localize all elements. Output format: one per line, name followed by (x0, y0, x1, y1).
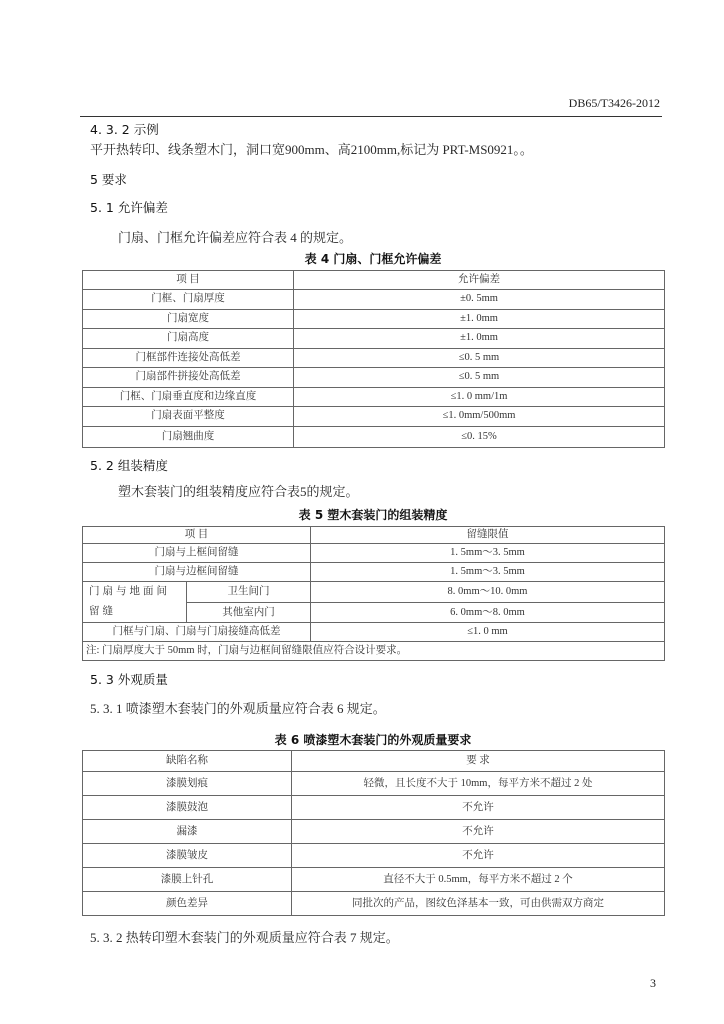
table-cell: 其他室内门 (187, 603, 311, 623)
table-header-row (83, 527, 665, 544)
table-cell: ≤1. 0mm/500mm (294, 407, 665, 427)
table-cell: 门框、门扇厚度 (83, 290, 294, 310)
page-number: 3 (650, 976, 656, 990)
table-header-row (83, 751, 665, 772)
table-cell: ≤0. 15% (294, 426, 665, 447)
table-cell: 直径不大于 0.5mm，每平方米不超过 2 个 (292, 868, 665, 892)
table-header-cell: 缺陷名称 (83, 751, 292, 772)
table-5-title: 表 5 塑木套装门的组装精度 (298, 508, 448, 522)
section-4-3-2-text: 平开热转印、线条塑木门，洞口宽900mm、高2100mm,标记为 PRT-MS0921。。 (90, 142, 533, 157)
table-6-title: 表 6 喷漆塑木套装门的外观质量要求 (274, 733, 472, 747)
table-cell: 轻微，且长度不大于 10mm，每平方米不超过 2 处 (292, 772, 665, 796)
table-row (83, 844, 665, 868)
table-cell: 门框与门扇、门扇与门扇接缝高低差 (83, 623, 311, 642)
document-code: DB65/T3426-2012 (568, 96, 660, 110)
table-note: 注: 门扇厚度大于 50mm 时，门扇与边框间留缝限值应符合设计要求。 (83, 642, 665, 661)
table-cell: ≤1. 0 mm/1m (294, 387, 665, 407)
table-row (83, 623, 665, 642)
table-cell: 门扇宽度 (83, 309, 294, 329)
table-cell: ≤0. 5 mm (294, 368, 665, 388)
table-cell: 门扇高度 (83, 329, 294, 349)
table-cell: 门扇表面平整度 (83, 407, 294, 427)
table-row (83, 820, 665, 844)
section-5-3-2-text: 5. 3. 2 热转印塑木套装门的外观质量应符合表 7 规定。 (90, 930, 399, 945)
table-cell: 漆膜鼓泡 (83, 796, 292, 820)
table-cell: 不允许 (292, 796, 665, 820)
table-cell: 卫生间门 (187, 582, 311, 603)
table-cell: 6. 0mm～8. 0mm (311, 603, 665, 623)
table-row (83, 387, 665, 407)
section-5-1-heading: 5. 1 允许偏差 (90, 200, 168, 215)
section-5-heading: 5 要求 (90, 172, 127, 187)
table-cell: ±1. 0mm (294, 329, 665, 349)
table-header-cell: 项 目 (83, 271, 294, 290)
table-cell: ≤1. 0 mm (311, 623, 665, 642)
table-header-cell: 允许偏差 (294, 271, 665, 290)
table-cell: 门框部件连接处高低差 (83, 348, 294, 368)
table-4 (82, 270, 665, 448)
header-rule (80, 116, 662, 117)
section-5-3-1-text: 5. 3. 1 喷漆塑木套装门的外观质量应符合表 6 规定。 (90, 701, 386, 716)
table-cell: ±1. 0mm (294, 309, 665, 329)
table-row (83, 290, 665, 310)
table-cell: 门框、门扇垂直度和边缘直度 (83, 387, 294, 407)
table-row (83, 796, 665, 820)
table-header-cell: 要 求 (292, 751, 665, 772)
table-6 (82, 750, 665, 916)
table-row (83, 892, 665, 916)
table-row (83, 868, 665, 892)
table-cell: ≤0. 5 mm (294, 348, 665, 368)
table-row (83, 407, 665, 427)
table-header-row (83, 271, 665, 290)
table-cell: 门扇与上框间留缝 (83, 544, 311, 563)
table-row (83, 309, 665, 329)
section-5-3-heading: 5. 3 外观质量 (90, 672, 168, 687)
table-cell: 8. 0mm～10. 0mm (311, 582, 665, 603)
section-5-2-text: 塑木套装门的组装精度应符合表5的规定。 (118, 484, 359, 499)
table-cell: 漆膜皱皮 (83, 844, 292, 868)
table-cell: 漆膜划痕 (83, 772, 292, 796)
table-row (83, 348, 665, 368)
table-row (83, 329, 665, 349)
table-row (83, 426, 665, 447)
table-cell: 不允许 (292, 844, 665, 868)
table-cell: 门扇部件拼接处高低差 (83, 368, 294, 388)
table-cell: 同批次的产品，图纹色泽基本一致，可由供需双方商定 (292, 892, 665, 916)
section-5-2-heading: 5. 2 组装精度 (90, 458, 168, 473)
table-cell: 1. 5mm～3. 5mm (311, 544, 665, 563)
table-cell: 门扇翘曲度 (83, 426, 294, 447)
table-cell: 漏漆 (83, 820, 292, 844)
table-row (83, 563, 665, 582)
table-header-cell: 留缝限值 (311, 527, 665, 544)
table-header-cell: 项 目 (83, 527, 311, 544)
section-4-3-2-heading: 4. 3. 2 示例 (90, 122, 159, 137)
table-row (83, 772, 665, 796)
table-5 (82, 526, 665, 661)
table-cell: 1. 5mm～3. 5mm (311, 563, 665, 582)
table-cell: 漆膜上针孔 (83, 868, 292, 892)
table-cell: ±0. 5mm (294, 290, 665, 310)
table-cell: 颜色差异 (83, 892, 292, 916)
table-row (83, 544, 665, 563)
table-cell: 不允许 (292, 820, 665, 844)
table-row (83, 582, 665, 603)
section-5-1-text: 门扇、门框允许偏差应符合表 4 的规定。 (118, 230, 353, 245)
table-row (83, 368, 665, 388)
table-cell-floor-gap: 门扇与地面间留缝 (83, 582, 187, 623)
table-note-row (83, 642, 665, 661)
table-4-title: 表 4 门扇、门框允许偏差 (304, 252, 442, 266)
table-cell: 门扇与边框间留缝 (83, 563, 311, 582)
